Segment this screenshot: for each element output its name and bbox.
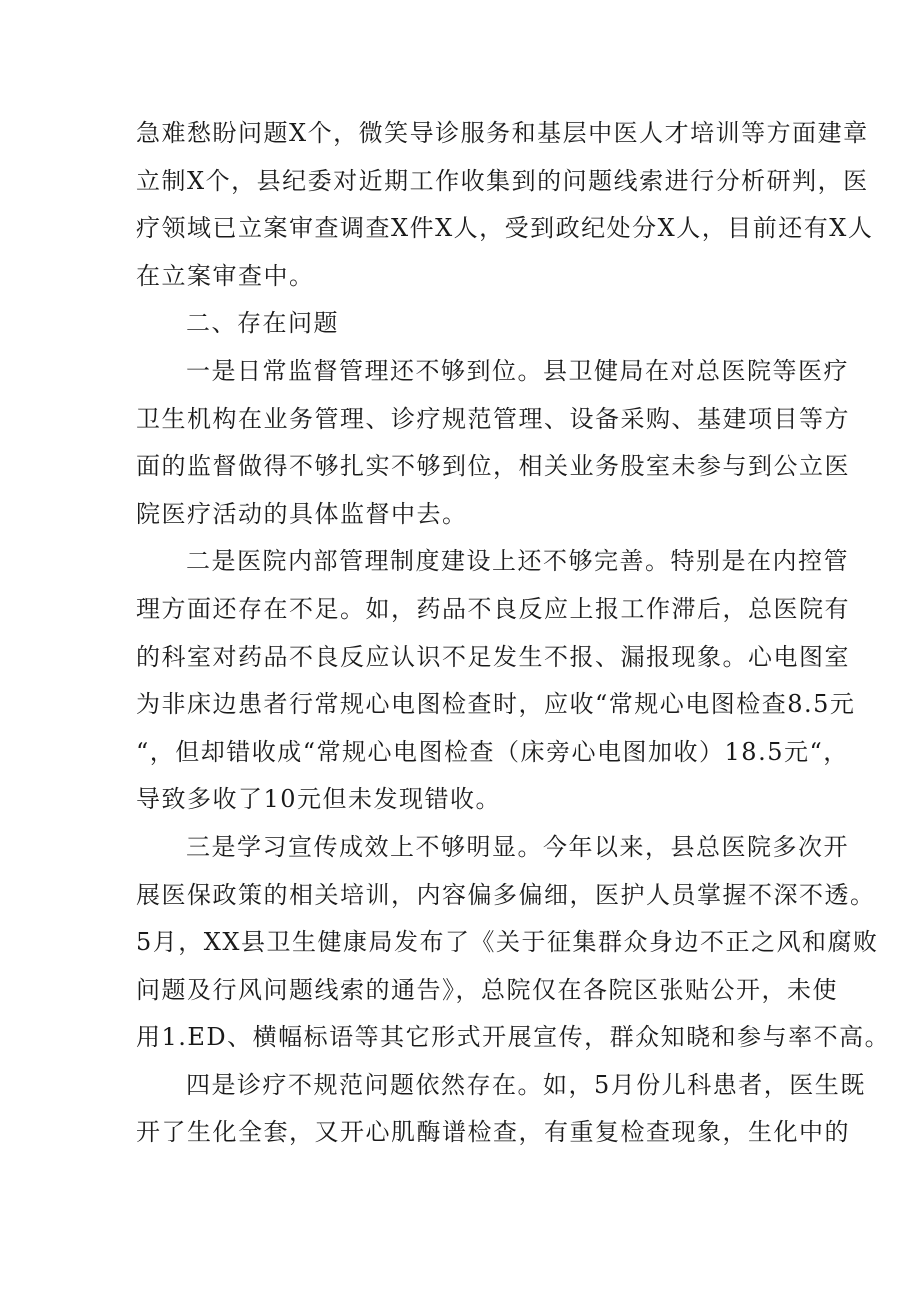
- paragraph: [136, 824, 891, 1062]
- text-line: 二是医院内部管理制度建设上还不够完善。特别是在内控管: [186, 547, 849, 576]
- text-line: 三是学习宣传成效上不够明显。今年以来，县总医院多次开: [186, 832, 849, 861]
- text-line: 展医保政策的相关培训，内容偏多偏细，医护人员掌握不深不透。: [136, 880, 876, 909]
- paragraph: [136, 348, 850, 538]
- text-line: 二、存在问题: [186, 309, 339, 338]
- text-line: 疗领域已立案审查调查X件X人，受到政纪处分X人，目前还有X人: [136, 214, 874, 243]
- text-line: 问题及行风问题线索的通告》，总院仅在各院区张贴公开，未使: [136, 975, 838, 1004]
- paragraph: [136, 110, 874, 300]
- text-line: 理方面还存在不足。如，药品不良反应上报工作滞后，总医院有: [136, 594, 850, 623]
- text-line: 开了生化全套，又开心肌酶谱检查，有重复检查现象，生化中的: [136, 1118, 850, 1147]
- text-line: 一是日常监督管理还不够到位。县卫健局在对总医院等医疗: [186, 356, 849, 385]
- text-line: 急难愁盼问题X个，微笑导诊服务和基层中医人才培训等方面建章: [136, 119, 869, 147]
- text-line: 用1.ED、横幅标语等其它形式开展宣传，群众知晓和参与率不高。: [136, 1023, 891, 1052]
- text-line: 在立案审查中。: [136, 261, 315, 290]
- paragraph: [136, 1062, 866, 1157]
- document-body: [136, 110, 891, 1157]
- text-line: 导致多收了10元但未发现错收。: [136, 785, 502, 814]
- text-line: 四是诊疗不规范问题依然存在。如，5月份儿科患者，医生既: [186, 1070, 866, 1099]
- text-line: “，但却错收成“常规心电图检查（床旁心电图加收）18.5元“，: [136, 737, 849, 766]
- text-line: 卫生机构在业务管理、诊疗规范管理、设备采购、基建项目等方: [136, 404, 850, 433]
- text-line: 面的监督做得不够扎实不够到位，相关业务股室未参与到公立医: [136, 452, 850, 481]
- text-line: 院医疗活动的具体监督中去。: [136, 499, 468, 528]
- section-heading: [136, 300, 796, 348]
- text-line: 立制X个，县纪委对近期工作收集到的问题线索进行分析研判，医: [136, 166, 869, 195]
- text-line: 为非床边患者行常规心电图检查时，应收“常规心电图检查8.5元: [136, 690, 856, 719]
- paragraph: [136, 538, 856, 824]
- text-line: 的科室对药品不良反应认识不足发生不报、漏报现象。心电图室: [136, 642, 850, 671]
- text-line: 5月，XX县卫生健康局发布了《关于征集群众身边不正之风和腐败: [136, 928, 879, 957]
